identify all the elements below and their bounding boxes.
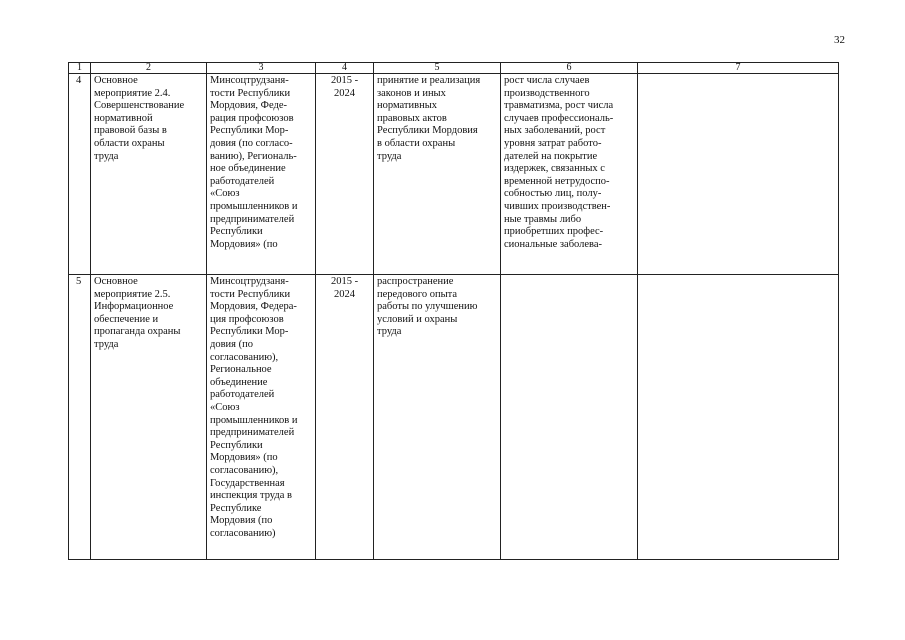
header-cell-1: 1 [69, 63, 91, 74]
result-cell: рост числа случаев производственного травматизма, рост числа случаев профессиональ- ных заболеваний, рост уровня затрат работо- дателей на покрытие издержек, связанных с временной нетрудоспо- собностью лиц, полу- чивших производствен- ные травмы либо приобретших профес- сиональные заболева- [501, 74, 638, 275]
event-cell: Основное мероприятие 2.4. Совершенствование нормативной правовой базы в области охраны труда [91, 74, 207, 275]
content-cell: принятие и реализация законов и иных нормативных правовых актов Республики Мордовия в области охраны труда [374, 74, 501, 275]
row-number: 4 [69, 74, 91, 275]
header-cell-3: 3 [207, 63, 316, 74]
header-cell-4: 4 [316, 63, 374, 74]
page-number: 32 [834, 34, 845, 46]
row-number: 5 [69, 275, 91, 560]
col7-cell [638, 275, 839, 560]
period-cell: 2015 - 2024 [316, 74, 374, 275]
table-row [69, 275, 839, 560]
col7-cell [638, 74, 839, 275]
measures-table [68, 62, 839, 560]
period-cell: 2015 - 2024 [316, 275, 374, 560]
header-cell-7: 7 [638, 63, 839, 74]
event-cell: Основное мероприятие 2.5. Информационное обеспечение и пропаганда охраны труда [91, 275, 207, 560]
result-cell [501, 275, 638, 560]
table-row [69, 74, 839, 275]
header-cell-5: 5 [374, 63, 501, 74]
executors-cell: Минсоцтрудзаня- тости Республики Мордовия, Феде- рация профсоюзов Республики Мор- довия (по согласо- ванию), Региональ- ное объединение работодателей «Союз промышленников и предпринимателей Республики Мордовия» (по [207, 74, 316, 275]
table-header-row [69, 63, 839, 74]
content-cell: распространение передового опыта работы по улучшению условий и охраны труда [374, 275, 501, 560]
executors-cell: Минсоцтрудзаня- тости Республики Мордовия, Федера- ция профсоюзов Республики Мор- довия (по согласованию), Региональное объединение работодателей «Союз промышленников и предпринимателей Республики Мордовия» (по согласованию), Государственная инспекция труда в Республике Мордовия (по согласованию) [207, 275, 316, 560]
header-cell-6: 6 [501, 63, 638, 74]
header-cell-2: 2 [91, 63, 207, 74]
